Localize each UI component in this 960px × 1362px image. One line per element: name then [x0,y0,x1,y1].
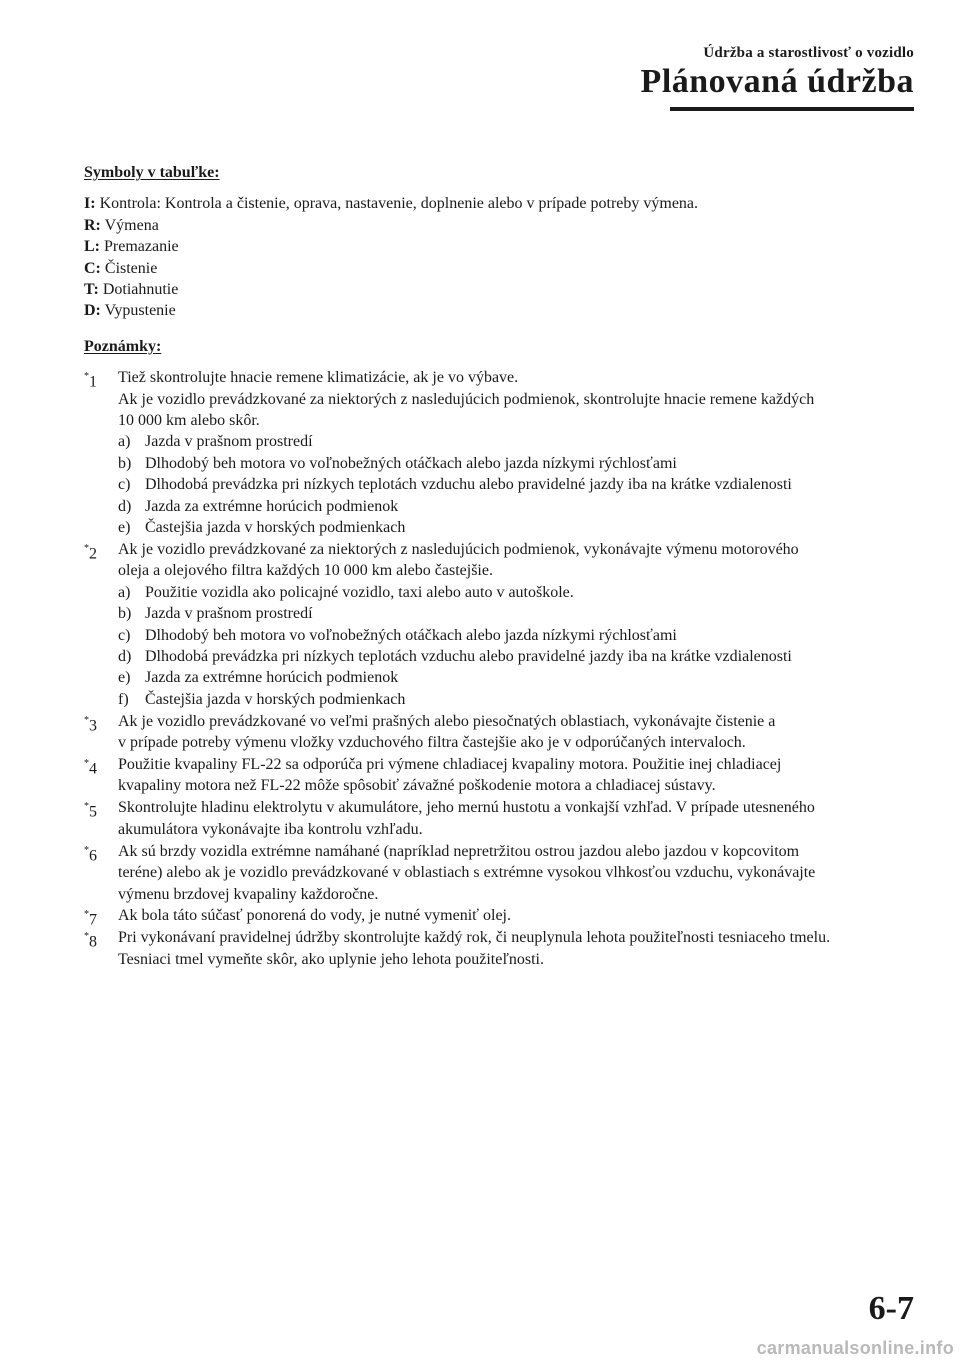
symbol-row [84,279,914,300]
subitem-letter: e) [118,669,131,687]
note-subitem [118,453,914,474]
note-item [84,367,914,538]
notes-heading: Poznámky: [84,337,162,355]
subitem-text: Dlhodobý beh motora vo voľnobežných otáčkach alebo jazda nízkymi rýchlosťami [145,626,677,644]
notes-list [84,367,914,970]
note-item [84,905,914,929]
note-subitem [118,496,914,517]
note-marker [84,539,97,565]
symbol-key: I: [84,195,96,213]
note-line: výmenu brzdovej kvapaliny každoročne. [118,885,379,903]
symbol-row [84,258,914,279]
note-number: 8 [89,933,97,951]
watermark: carmanualsonline.info [756,1338,954,1358]
note-number: 3 [89,717,97,735]
note-marker [84,927,97,953]
note-subitem [118,582,914,603]
note-number: 4 [89,760,97,778]
subitem-text: Jazda za extrémne horúcich podmienok [145,669,399,687]
symbol-text: Premazanie [104,238,179,256]
subitem-text: Častejšia jazda v horských podmienkach [145,690,406,708]
subitem-letter: f) [118,690,129,708]
symbol-row [84,215,914,236]
note-subitem [118,517,914,538]
note-item [84,754,914,797]
note-star: * [84,931,89,943]
note-line: Použitie kvapaliny FL-22 sa odporúča pri výmene chladiacej kvapaliny motora. Použitie inej chladiacej [118,756,782,774]
symbol-text: Čistenie [104,259,158,277]
symbols-heading: Symboly v tabuľke: [84,164,220,181]
symbol-row [84,300,914,321]
subitem-letter: c) [118,476,131,494]
note-marker [84,797,97,823]
note-number: 5 [89,803,97,821]
note-subitem [118,474,914,495]
subitem-letter: a) [118,433,131,451]
page-number: 6-7 [868,1290,914,1327]
note-line: kvapaliny motora než FL-22 môže spôsobiť závažné poškodenie motora a chladiacej sústavy. [118,777,716,795]
subitem-letter: d) [118,497,132,515]
subitem-text: Jazda za extrémne horúcich podmienok [145,497,399,515]
subitem-text: Použitie vozidla ako policajné vozidlo, taxi alebo auto v autoškole. [145,583,574,601]
note-subitem [118,689,914,710]
note-line: Ak je vozidlo prevádzkované za niektorých z nasledujúcich podmienok, vykonávajte výmenu motorového [118,541,799,558]
subitem-text: Jazda v prašnom prostredí [145,433,313,451]
note-item [84,539,914,710]
note-line: Ak je vozidlo prevádzkované za niektorých z nasledujúcich podmienok, skontrolujte hnacie remene každých [118,390,815,408]
symbol-key: T: [84,281,99,299]
header-rule [670,107,914,111]
note-item [84,797,914,840]
note-marker [84,754,97,780]
page-content [84,162,914,971]
subitem-letter: b) [118,454,132,472]
note-marker [84,367,97,393]
note-line: Ak bola táto súčasť ponorená do vody, je nutné vymeniť olej. [118,907,511,925]
note-line: v prípade potreby výmenu vložky vzduchového filtra častejšie ako je v odporúčaných intervaloch. [118,734,746,752]
subitem-letter: c) [118,626,131,644]
symbol-text: Výmena [104,216,159,234]
note-star: * [84,543,89,554]
note-number: 7 [89,911,97,929]
subitem-text: Jazda v prašnom prostredí [145,605,313,623]
note-line: teréne) alebo ak je vozidlo prevádzkované v oblastiach s extrémne vysokou vlhkosťou vzduchu, vykonávajte [118,864,816,882]
note-subitem [118,625,914,646]
note-line: Tesniaci tmel vymeňte skôr, ako uplynie jeho lehota použiteľnosti. [118,950,544,968]
note-subitem [118,431,914,452]
subitem-text: Dlhodobá prevádzka pri nízkych teplotách vzduchu alebo pravidelné jazdy iba na krátke vzdialenosti [145,648,792,666]
note-line: akumulátora vykonávajte iba kontrolu vzhľadu. [118,820,423,838]
note-star: * [84,714,89,726]
note-line: Ak je vozidlo prevádzkované vo veľmi prašných alebo piesočnatých oblastiach, vykonávajte čistenie a [118,712,776,730]
symbol-row [84,236,914,257]
symbol-key: C: [84,259,101,277]
note-star: * [84,801,89,813]
note-star: * [84,758,89,770]
symbol-key: R: [84,216,101,234]
note-item [84,711,914,754]
subitem-letter: a) [118,583,131,601]
note-line: Pri vykonávaní pravidelnej údržby skontrolujte každý rok, či neuplynula lehota použiteľnosti tesniaceho tmelu. [118,929,831,947]
subitem-text: Dlhodobý beh motora vo voľnobežných otáčkach alebo jazda nízkymi rýchlosťami [145,454,677,472]
note-line: Tiež skontrolujte hnacie remene klimatizácie, ak je vo výbave. [118,369,519,387]
note-line: 10 000 km alebo skôr. [118,412,260,430]
subitem-letter: e) [118,519,131,537]
symbol-text: Dotiahnutie [102,281,179,299]
note-star: * [84,909,89,921]
subitem-text: Častejšia jazda v horských podmienkach [145,519,406,537]
subitem-letter: b) [118,605,132,623]
symbol-key: L: [84,238,100,256]
symbol-text: Vypustenie [104,302,176,320]
note-subitem [118,603,914,624]
page-title: Plánovaná údržba [640,63,914,100]
section-title: Údržba a starostlivosť o vozidlo [703,45,914,61]
subitem-letter: d) [118,648,132,666]
symbol-text: Kontrola: Kontrola a čistenie, oprava, nastavenie, doplnenie alebo v prípade potreby výmena. [99,195,699,213]
symbols-list [84,193,914,321]
note-subitem [118,646,914,667]
note-line: Ak sú brzdy vozidla extrémne namáhané (napríklad nepretržitou ostrou jazdou alebo jazdou v kopcovitom [118,842,800,860]
symbol-key: D: [84,302,101,320]
note-number: 1 [89,373,97,391]
note-number: 6 [89,847,97,865]
note-item [84,927,914,970]
note-item [84,841,914,905]
note-line: oleja a olejového filtra každých 10 000 km alebo častejšie. [118,562,493,580]
note-marker [84,841,97,867]
note-line: Skontrolujte hladinu elektrolytu v akumulátore, jeho mernú hustotu a vonkajší vzhľad. V prípade utesneného [118,799,815,817]
note-star: * [84,371,89,383]
note-number: 2 [89,545,97,563]
note-subitem [118,667,914,688]
symbol-row [84,193,914,214]
note-marker [84,711,97,737]
note-star: * [84,844,89,856]
subitem-text: Dlhodobá prevádzka pri nízkych teplotách vzduchu alebo pravidelné jazdy iba na krátke vzdialenosti [145,476,792,494]
